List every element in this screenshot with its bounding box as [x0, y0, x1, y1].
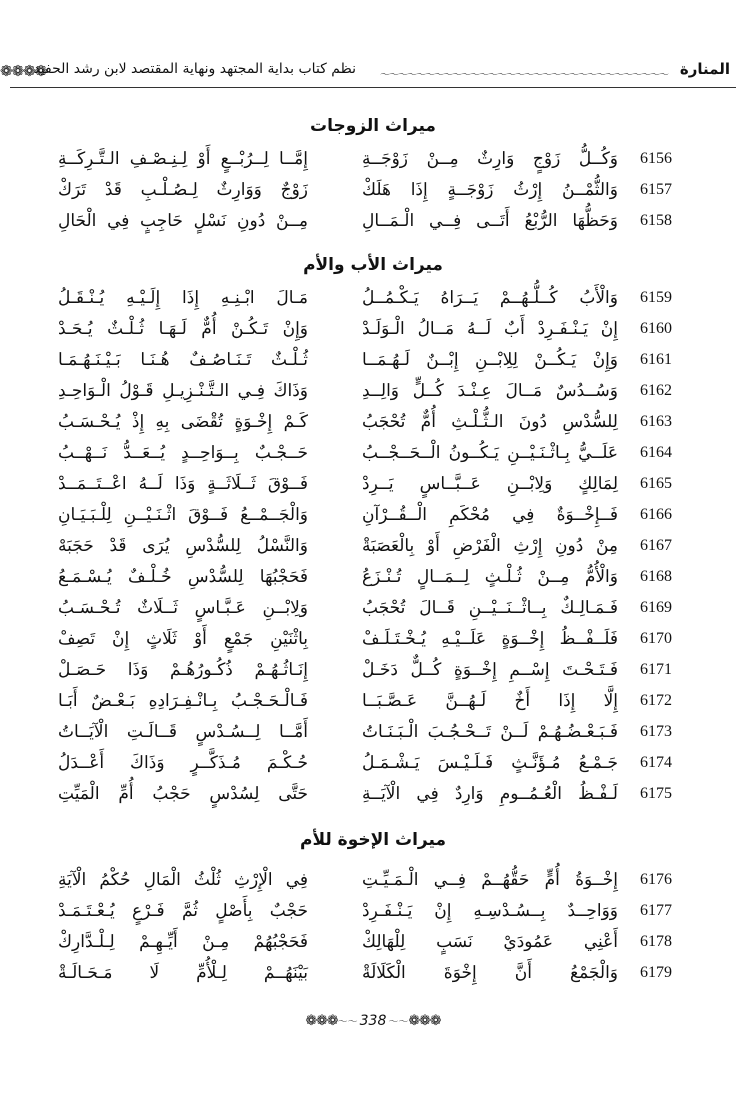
verse-row — [0, 780, 746, 808]
section-heading: ميراث الإخوة للأم — [300, 830, 446, 850]
verse-number: 6179 — [640, 964, 672, 981]
verse-row — [0, 284, 746, 312]
second-hemistich: مِــنْ دُونِ نَسْلٍ حَاجِبٍ فِي الْحَالِ — [58, 211, 308, 231]
verse-row — [0, 563, 746, 591]
verse-number: 6165 — [640, 475, 672, 492]
first-hemistich: فَـبَـعْـضُـهُـمْ لَــنْ تَــحْـجُـبَ الْـبَـنَـاتُ — [362, 722, 618, 742]
verse-number: 6176 — [640, 871, 672, 888]
first-hemistich: وَكُــلُّ زَوْجٍ وَارِثٌ مِــنْ زَوْجَــةِ — [362, 149, 618, 169]
second-hemistich: حُـكْـمَ مُـذَكَّــرٍ وَذَاكَ أَعْــدَلُ — [58, 753, 308, 773]
verse-row — [0, 532, 746, 560]
second-hemistich: وَذَاكَ فِـي الـتَّـنْـزِيـلِ قَـوْلُ الْـوَاحِـدِ — [58, 381, 308, 401]
second-hemistich: حَجْبٌ بِأَصْلٍ ثُمَّ فَـرْعٍ يُـعْـتَـمَـدْ — [58, 901, 308, 921]
first-hemistich: وَالْأَبُ كُــلُّـهُــمْ يَــرَاهُ يَـكْـمُــلُ — [362, 288, 618, 308]
verse-row — [0, 470, 746, 498]
verse-number: 6163 — [640, 413, 672, 430]
verse-number: 6159 — [640, 289, 672, 306]
footer-ornament-left: ❁❁❁ — [305, 1013, 338, 1029]
book-title: نظم كتاب بداية المجتهد ونهاية المقتصد لابن رشد الحفيد — [33, 61, 356, 77]
verse-row — [0, 439, 746, 467]
second-hemistich: إِنَـاثُـهُـمْ ذُكُـورُهُـمْ وَذَا حَـصَـلْ — [58, 660, 308, 680]
verse-number: 6171 — [640, 661, 672, 678]
first-hemistich: إِنْ يَـنْـفَـرِدْ أَبٌ لَــهُ مَــالُ الْـوَلَـدْ — [362, 319, 618, 339]
first-hemistich: وَالْجَمْعُ أَنَّ إِخْوَةَ الْكَلَالَةْ — [362, 963, 618, 983]
second-hemistich: فِي الْإِرْثِ ثُلْثُ الْمَالِ حُكْمُ الْآيَةِ — [58, 870, 308, 890]
second-hemistich: بِاثْنَيْنِ جَمْعٍ أَوْ ثَلَاثٍ إِنْ تَصِفْ — [58, 629, 308, 649]
verse-number: 6177 — [640, 902, 672, 919]
second-hemistich: وَالْجَــمْــعُ فَــوْقَ اثْـنَـيْــنِ لِلْـبَـيَـانِ — [58, 505, 308, 525]
verse-row — [0, 315, 746, 343]
first-hemistich: وَالثُّمْــنُ إِرْثُ زَوْجَــةٍ إِذَا هَلَكْ — [362, 180, 618, 200]
first-hemistich: وَسُــدُسٌ مَــالَ عِـنْـدَ كُــلٍّ وَالِــدِ — [362, 381, 618, 401]
header-wave-separator: 〜〜〜〜〜〜〜〜〜〜〜〜〜〜〜〜〜〜〜〜〜〜〜〜〜〜〜〜〜〜〜〜 — [380, 70, 668, 81]
verse-number: 6156 — [640, 150, 672, 167]
verse-row — [0, 718, 746, 746]
second-hemistich: بَيْنَهُــمْ لِـلْأُمِّ لَا مَـحَـالَـةْ — [58, 963, 308, 983]
header-rule — [10, 87, 736, 88]
section-heading: ميراث الأب والأم — [303, 255, 443, 275]
running-header — [0, 58, 746, 88]
second-hemistich: فَـالْـحَـجْـبُ بِـانْـفِـرَادِهِ بَـعْـضٌ أَبَـا — [58, 691, 308, 711]
second-hemistich: ثُـلْـثٌ تَـنَـاصُـفٌ هُـنَـا بَـيْـنَـهُـمَـا — [58, 350, 308, 370]
series-title: المنارة — [679, 60, 730, 78]
header-ornament: ❁❁❁❁ — [0, 62, 47, 80]
verse-row — [0, 346, 746, 374]
first-hemistich: وَوَاحِــدٌ بِــسُـدْسِـهِ إِنْ يَـنْـفَـرِدْ — [362, 901, 618, 921]
verse-number: 6172 — [640, 692, 672, 709]
verse-row — [0, 207, 746, 235]
verse-number: 6164 — [640, 444, 672, 461]
first-hemistich: فَلَــفْــظُ إِخْــوَةٍ عَلَــيْـهِ يُـخْـتَـلَـفْ — [362, 629, 618, 649]
verse-row — [0, 408, 746, 436]
first-hemistich: فَــإِخْــوَةٌ فِي مُحْكَمِ الْــقُــرْآنِ — [362, 505, 618, 525]
footer-wave: 〜〜 — [337, 1017, 358, 1028]
first-hemistich: فَـتَـحْـتَ إِسْــمِ إِخْــوَةٍ كُــلٌّ دَخَـلْ — [362, 660, 618, 680]
verse-number: 6168 — [640, 568, 672, 585]
second-hemistich: زَوْجٌ وَوَارِثٌ لِـصُـلْـبِ قَدْ تَرَكْ — [58, 180, 308, 200]
first-hemistich: أَعْنِي عَمُودَيْ نَسَبٍ لِلْهَالِكْ — [362, 932, 618, 952]
verse-row — [0, 625, 746, 653]
verse-number: 6175 — [640, 785, 672, 802]
second-hemistich: فَــوْقَ ثَــلَاثَــةٍ وَذَا لَــهُ اعْــتَــمَــدْ — [58, 474, 308, 494]
first-hemistich: وَحَظُّهَا الرُّبْعُ أَتَــى فِــي الْـمَــالِ — [362, 211, 618, 231]
second-hemistich: أَمَّــا لِــسُـدْسٍ قَــالَـتِ الْآيَــاتُ — [58, 722, 308, 742]
second-hemistich: حَــجْـبٌ بِــوَاحِــدٍ يُــعَــدُّ نَــهْــبُ — [58, 443, 308, 463]
verse-row — [0, 501, 746, 529]
verse-number: 6160 — [640, 320, 672, 337]
second-hemistich: مَـالَ ابْـنِـهِ إِذَا إِلَـيْـهِ يُـنْـقَـلُ — [58, 288, 308, 308]
second-hemistich: فَحَجْبُهُمْ مِـنْ أَيِّـهِـمْ لِـلْـدَّارِكْ — [58, 932, 308, 952]
verse-number: 6162 — [640, 382, 672, 399]
first-hemistich: جَـمْـعُ مُـؤَنَّـثٍ فَـلَـيْـسَ يَـشْـمَـلُ — [362, 753, 618, 773]
verse-row — [0, 377, 746, 405]
verse-number: 6166 — [640, 506, 672, 523]
first-hemistich: إِلَّا إِذَا أَخٌ لَـهُــنَّ عَـصَّـبَــا — [362, 691, 618, 711]
section-heading: ميراث الزوجات — [310, 116, 436, 136]
verse-number: 6169 — [640, 599, 672, 616]
verse-number: 6170 — [640, 630, 672, 647]
second-hemistich: وَالنَّسْلُ لِلسُّدْسِ يُرَى قَدْ حَجَبَهْ — [58, 536, 308, 556]
verse-row — [0, 656, 746, 684]
second-hemistich: وَلِابْــنِ عَـبَّـاسٍ ثَــلَاثٌ تُـحْـسَـبُ — [58, 598, 308, 618]
verse-number: 6158 — [640, 212, 672, 229]
second-hemistich: إِمَّــا لِــرُبْــعٍ أَوْ لِـنِـصْـفِ الـتَّـرِكَــةِ — [58, 149, 308, 169]
first-hemistich: وَإِنْ يَـكُــنْ لِلِابْــنِ إِبْــنٌ لَـهُـمَــا — [362, 350, 618, 370]
verse-number: 6157 — [640, 181, 672, 198]
footer-ornament-right: ❁❁❁ — [408, 1013, 441, 1029]
verse-row — [0, 866, 746, 894]
verse-row — [0, 959, 746, 987]
page-number: 338 — [359, 1013, 387, 1029]
verse-number: 6173 — [640, 723, 672, 740]
verse-row — [0, 897, 746, 925]
page-footer — [0, 1010, 746, 1034]
footer-wave: 〜〜 — [388, 1017, 409, 1028]
first-hemistich: لِمَالِكٍ وَلِابْــنِ عَــبَّــاسٍ يَــرِدْ — [362, 474, 618, 494]
verse-row — [0, 928, 746, 956]
first-hemistich: إِخْــوَةُ أُمٍّ حَقُّهُــمْ فِــي الْـمَـيِّـتِ — [362, 870, 618, 890]
verse-number: 6178 — [640, 933, 672, 950]
verse-row — [0, 749, 746, 777]
verse-number: 6174 — [640, 754, 672, 771]
verse-row — [0, 687, 746, 715]
verse-row — [0, 145, 746, 173]
verse-row — [0, 594, 746, 622]
second-hemistich: فَحَجْبُهَا لِلسُّدْسِ خُـلْـفٌ يُـسْـمَـعُ — [58, 567, 308, 587]
first-hemistich: وَالْأُمُّ مِــنْ ثُـلْـثٍ لِــمَــالٍ تُـنْـزَعُ — [362, 567, 618, 587]
first-hemistich: مِنْ دُونِ إِرْثِ الْفَرْضِ أَوْ بِالْعَصَبَةْ — [362, 536, 618, 556]
verse-number: 6167 — [640, 537, 672, 554]
first-hemistich: لِلسُّدْسِ دُونَ الـثُّـلْـثِ أُمٌّ تُحْجَبُ — [362, 412, 618, 432]
verse-number: 6161 — [640, 351, 672, 368]
first-hemistich: عَلَــيُّ بِـاثْـنَـيْــنِ يَـكُــونُ الْــحَــجْــبُ — [362, 443, 618, 463]
verse-row — [0, 176, 746, 204]
second-hemistich: كَـمْ إِخْـوَةٍ تُقْضَى بِهِ إِذْ يُـحْـسَـبُ — [58, 412, 308, 432]
second-hemistich: حَتَّى لِسُدْسٍ حَجْبُ أُمِّ الْمَيِّتِ — [58, 784, 308, 804]
first-hemistich: لَـفْـظُ الْعُـمُــومِ وَارِدٌ فِي الْآيَــةِ — [362, 784, 618, 804]
first-hemistich: فَـمَـالِـكٌ بِــاثْــنَــيْــنِ قَــالَ تُحْجَبُ — [362, 598, 618, 618]
second-hemistich: وَإِنْ تَـكُـنْ أُمٌّ لَـهَـا ثُـلْـثٌ يُـحَـدْ — [58, 319, 308, 339]
